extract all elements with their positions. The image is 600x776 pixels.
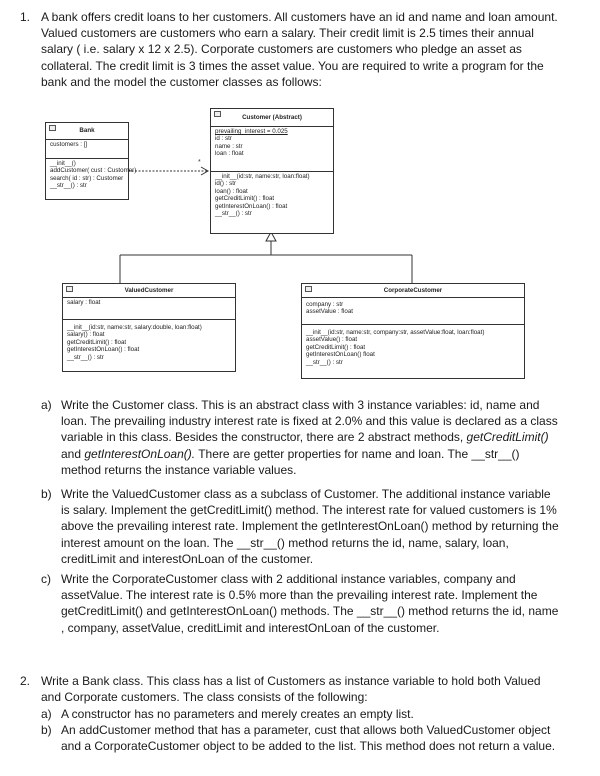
bank-method: __init__() bbox=[50, 160, 76, 167]
q1-a-method-1: getCreditLimit() bbox=[466, 430, 549, 445]
bank-class-box bbox=[45, 122, 137, 200]
bank-method: __str__() : str bbox=[50, 182, 87, 190]
corporate-customer-method: __str__() : str bbox=[306, 358, 343, 366]
multiplicity-label: * bbox=[198, 159, 201, 166]
class-icon bbox=[49, 125, 56, 131]
class-icon bbox=[66, 286, 73, 292]
class-icon bbox=[214, 111, 221, 117]
q2-number: 2. bbox=[20, 674, 31, 688]
corporate-customer-attributes bbox=[302, 298, 524, 325]
customer-attr: loan : float bbox=[215, 150, 244, 158]
valued-customer-method: __str__() : str bbox=[67, 353, 104, 361]
q1-b-text: Write the ValuedCustomer class as a subclass of Customer. The additional instance variable is salary. Implement the getCreditLimit() method. The interest rate for valued customers is 1% above the prevailing interest rate. Implement the getInterestOnLoan() method by returning the interest amount on the loan. The __str__() method returns the id, name, salary, loan, creditLimit and interestOnLoan of the customer. bbox=[61, 487, 559, 566]
customer-attr: name : str bbox=[215, 142, 243, 150]
valued-customer-class-title: ValuedCustomer bbox=[124, 287, 174, 294]
q1-a-text bbox=[61, 397, 561, 478]
customer-method: __str__() : str bbox=[215, 210, 252, 218]
q1-a-label: a) bbox=[41, 398, 52, 412]
q1-a-method-2: getInterestOnLoan(). bbox=[84, 446, 196, 461]
bank-class-title: Bank bbox=[79, 127, 95, 134]
bank-methods bbox=[46, 159, 137, 191]
customer-method: getInterestOnLoan() : float bbox=[215, 202, 288, 210]
corporate-customer-attr: assetValue : float bbox=[306, 308, 354, 316]
q1-c-text: Write the CorporateCustomer class with 2 additional instance variables, company and assetValue. The interest rate is 0.5% more than the prevailing interest rate. Implement the getCreditLimit() and getInterestOnLoan() methods. The __str__() method returns the id, name , company, assetValue, creditLimit and interestOnLoan of the customer. bbox=[61, 572, 559, 635]
valued-customer-method: getCreditLimit() : float bbox=[67, 338, 127, 346]
q2-intro: Write a Bank class. This class has a list of Customers as instance variable to hold both Valued and Corporate customers. The class consists of the following: bbox=[41, 674, 541, 705]
corporate-customer-attr: company : str bbox=[306, 301, 344, 308]
customer-class-title: Customer (Abstract) bbox=[242, 114, 302, 121]
bank-attr: customers : [] bbox=[50, 141, 88, 148]
bank-method: search( id : str) : Customer bbox=[50, 174, 124, 182]
valued-customer-class-header bbox=[63, 284, 235, 298]
corporate-customer-class-box bbox=[301, 283, 525, 379]
customer-class-box bbox=[210, 108, 334, 234]
customer-method: id() : str bbox=[215, 180, 236, 188]
valued-customer-method: salary() : float bbox=[67, 331, 105, 339]
corporate-customer-method: getInterestOnLoan() float bbox=[306, 351, 375, 359]
valued-customer-method: __init__(id:str, name:str, salary:double, loan:float) bbox=[67, 324, 202, 331]
association-arrowhead bbox=[201, 167, 208, 175]
customer-class-variable: prevailing_interest = 0.025 bbox=[215, 128, 288, 135]
bank-class-header bbox=[46, 123, 128, 140]
customer-class-header bbox=[211, 109, 333, 127]
valued-customer-method: getInterestOnLoan() : float bbox=[67, 346, 140, 354]
q2-a-label: a) bbox=[41, 707, 52, 721]
q1-number: 1. bbox=[20, 10, 31, 24]
q1-a-text-2: and bbox=[61, 446, 85, 461]
q1-a-text-3: There are getter properties for name and loan. The __str__() method returns the instance variable values. bbox=[61, 446, 520, 477]
corporate-customer-method: assetValue() : float bbox=[306, 336, 358, 344]
corporate-customer-method: __init__(id:str, name:str, company:str, assetValue:float, loan:float) bbox=[306, 329, 485, 336]
valued-customer-methods bbox=[63, 320, 235, 362]
corporate-customer-class-header bbox=[302, 284, 524, 298]
customer-method: getCreditLimit() : float bbox=[215, 195, 275, 203]
corporate-customer-method: getCreditLimit() : float bbox=[306, 343, 366, 351]
q1-b-label: b) bbox=[41, 487, 52, 501]
q1-c-label: c) bbox=[41, 572, 51, 586]
valued-customer-attributes bbox=[63, 298, 235, 320]
valued-customer-attr: salary : float bbox=[67, 299, 101, 306]
customer-method: loan() : float bbox=[215, 187, 248, 195]
valued-customer-class-box bbox=[62, 283, 236, 372]
q2-a-text: A constructor has no parameters and merely creates an empty list. bbox=[61, 707, 414, 721]
customer-attr: id : str bbox=[215, 135, 232, 143]
q2-b-text: An addCustomer method that has a parameter, cust that allows both ValuedCustomer object and a CorporateCustomer object to be added to the list. This method does not return a value. bbox=[61, 723, 556, 754]
customer-attributes bbox=[211, 127, 333, 172]
customer-method: __init__(id:str, name:str, loan:float) bbox=[215, 173, 310, 180]
customer-methods bbox=[211, 172, 333, 218]
class-icon bbox=[305, 286, 312, 292]
bank-attributes bbox=[46, 140, 128, 159]
q2-b-label: b) bbox=[41, 723, 52, 737]
corporate-customer-class-title: CorporateCustomer bbox=[383, 287, 443, 294]
q1-intro: A bank offers credit loans to her customers. All customers have an id and name and loan amount. Valued customers are customers who earn a salary. Their credit limit is 2.5 times their annual salary ( i.e. salary x 12 x 2.5). Corporate customers are customers who pledge an asset as collateral. The credit limit is 3 times the asset value. You are required to write a program for the bank and the model the customer classes as follows: bbox=[41, 10, 558, 89]
q1-a-text-1: Write the Customer class. This is an abstract class with 3 instance variables: id, name and loan. The prevailing industry interest rate is fixed at 2.0% and this value is declared as a class variable in this class. Besides the constructor, there are 2 abstract methods, bbox=[61, 398, 558, 445]
corporate-customer-methods bbox=[302, 325, 524, 367]
bank-method: addCustomer( cust : Customer) bbox=[50, 167, 137, 175]
